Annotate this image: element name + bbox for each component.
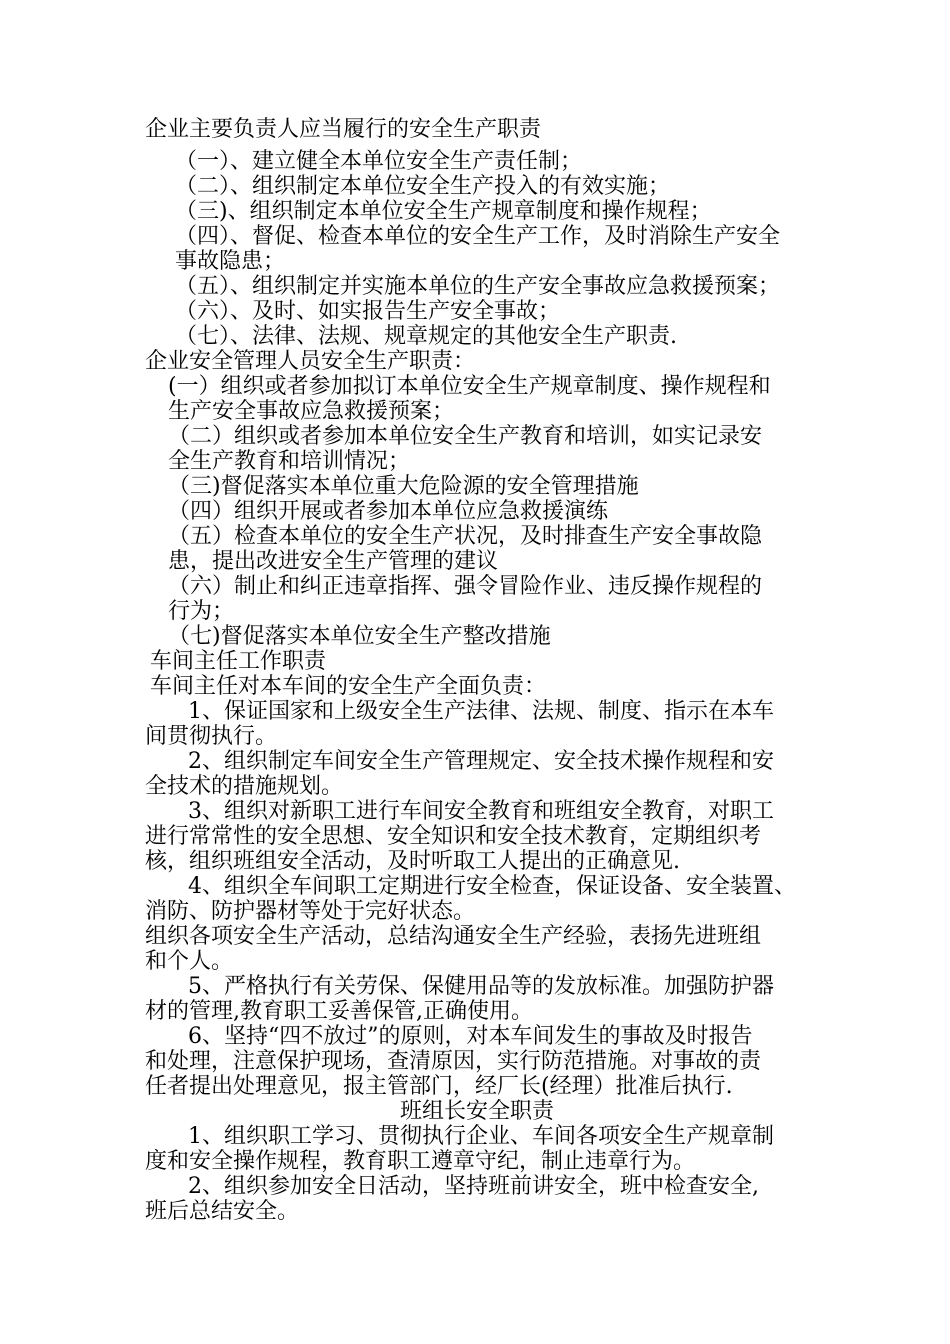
workshop-duty-2: 2、组织制定车间安全生产管理规定、安全技术操作规程和安 xyxy=(188,749,774,774)
manager-duty-5: （五）检查本单位的安全生产状况，及时排查生产安全事故隐 xyxy=(168,524,763,549)
principal-duty-4: （四）、督促、检查本单位的安全生产工作，及时消除生产安全 xyxy=(175,224,781,249)
workshop-duty-4: 4、组织全车间职工定期进行安全检查，保证设备、安全装置、 xyxy=(188,874,796,899)
principal-duty-7: （七）、法律、法规、规章规定的其他安全生产职责. xyxy=(175,324,677,349)
manager-duty-6-cont: 行为； xyxy=(168,599,235,624)
manager-duty-1-cont: 生产安全事故应急救援预案； xyxy=(168,399,455,424)
principal-duty-2: （二）、组织制定本单位安全生产投入的有效实施； xyxy=(175,174,671,199)
principal-duty-1: （一）、建立健全本单位安全生产责任制； xyxy=(175,149,583,174)
principal-duty-6: （六）、及时、如实报告生产安全事故； xyxy=(175,299,561,324)
workshop-duty-3-cont: 进行常常性的安全思想、安全知识和安全技术教育，定期组织考 xyxy=(145,824,762,849)
workshop-duty-3: 3、组织对新职工进行车间安全教育和班组安全教育，对职工 xyxy=(188,799,774,824)
manager-duty-7: （七)督促落实本单位安全生产整改措施 xyxy=(168,624,551,649)
workshop-duty-1: 1、保证国家和上级安全生产法律、法规、制度、指示在本车 xyxy=(188,699,774,724)
team-leader-duty-2-cont: 班后总结安全。 xyxy=(145,1199,300,1224)
workshop-duty-5-cont: 材的管理,教育职工妥善保管,正确使用。 xyxy=(145,999,533,1024)
workshop-duty-4-cont: 消防、防护器材等处于完好状态。 xyxy=(145,899,476,924)
workshop-duty-2-cont: 全技术的措施规划。 xyxy=(145,774,344,799)
manager-duty-1: (一）组织或者参加拟订本单位安全生产规章制度、操作规程和 xyxy=(168,374,771,399)
workshop-duty-4-cont-3: 和个人。 xyxy=(145,949,234,974)
team-leader-duty-1: 1、组织职工学习、贯彻执行企业、车间各项安全生产规章制 xyxy=(188,1124,774,1149)
workshop-director-intro: 车间主任对本车间的安全生产全面负责： xyxy=(150,674,547,699)
workshop-duty-6: 6、坚持“四不放过”的原则，对本车间发生的事故及时报告 xyxy=(188,1024,753,1049)
section-heading-team-leader: 班组长安全职责 xyxy=(400,1099,555,1124)
workshop-duty-6-cont: 和处理，注意保护现场，查清原因，实行防范措施。对事故的责 xyxy=(145,1049,762,1074)
workshop-duty-5: 5、严格执行有关劳保、保健用品等的发放标准。加强防护器 xyxy=(188,974,774,999)
workshop-duty-4-cont-2: 组织各项安全生产活动，总结沟通安全生产经验，表扬先进班组 xyxy=(145,924,762,949)
section-heading-workshop-director: 车间主任工作职责 xyxy=(150,649,327,674)
section-heading-safety-manager: 企业安全管理人员安全生产职责： xyxy=(145,349,476,374)
manager-duty-2: （二）组织或者参加本单位安全生产教育和培训，如实记录安 xyxy=(168,424,763,449)
section-heading-principal: 企业主要负责人应当履行的安全生产职责 xyxy=(145,117,542,142)
team-leader-duty-2: 2、组织参加安全日活动，坚持班前讲安全，班中检查安全, xyxy=(188,1174,759,1199)
team-leader-duty-1-cont: 度和安全操作规程，教育职工遵章守纪，制止违章行为。 xyxy=(145,1149,696,1174)
workshop-duty-1-cont: 间贯彻执行。 xyxy=(145,724,278,749)
principal-duty-5: （五）、组织制定并实施本单位的生产安全事故应急救援预案； xyxy=(175,274,781,299)
principal-duty-4-cont: 事故隐患； xyxy=(175,249,286,274)
manager-duty-4: （四）组织开展或者参加本单位应急救援演练 xyxy=(168,499,609,524)
manager-duty-6: （六）制止和纠正违章指挥、强令冒险作业、违反操作规程的 xyxy=(168,574,763,599)
manager-duty-3: （三)督促落实本单位重大危险源的安全管理措施 xyxy=(168,474,639,499)
workshop-duty-3-cont-2: 核，组织班组安全活动，及时听取工人提出的正确意见. xyxy=(145,849,680,874)
workshop-duty-6-cont-2: 任者提出处理意见，报主管部门，经厂长(经理）批准后执行. xyxy=(145,1074,733,1099)
principal-duty-3: （三)、组织制定本单位安全生产规章制度和操作规程； xyxy=(175,199,712,224)
manager-duty-2-cont: 全生产教育和培训情况； xyxy=(168,449,411,474)
manager-duty-5-cont: 患，提出改进安全生产管理的建议 xyxy=(168,549,499,574)
